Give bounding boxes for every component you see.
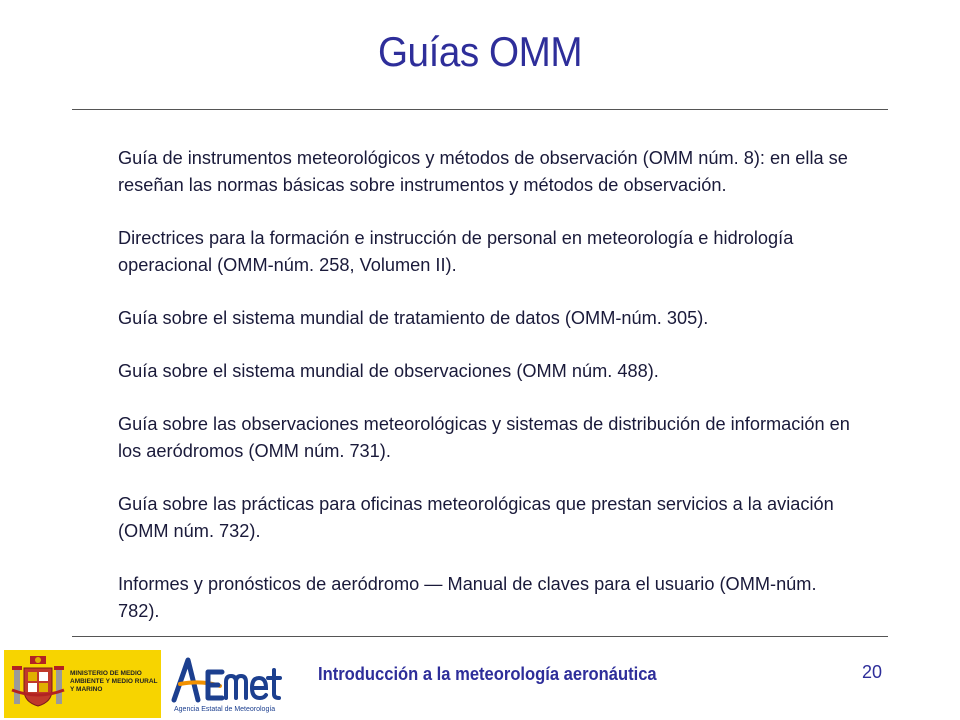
guide-paragraph: Directrices para la formación e instrucción de personal en meteorología e hidrología operacional (OMM-núm. 258, Volumen II).	[118, 228, 794, 275]
title-divider	[72, 109, 888, 110]
slide-title: Guías OMM	[377, 28, 583, 75]
guide-paragraph: Guía sobre las prácticas para oficinas meteorológicas que prestan servicios a la aviación (OMM núm. 732).	[118, 494, 834, 541]
aemet-logo	[168, 652, 286, 718]
footer-divider	[72, 636, 888, 637]
page-number: 20	[862, 662, 883, 682]
guide-paragraph: Guía sobre las observaciones meteorológicas y sistemas de distribución de información en los aeródromos (OMM núm. 731).	[118, 414, 850, 461]
slide-body	[118, 145, 853, 651]
agency-caption: Agencia Estatal de Meteorología	[174, 706, 276, 713]
guide-paragraph: Guía de instrumentos meteorológicos y métodos de observación (OMM núm. 8): en ella se reseñan las normas básicas sobre instrumentos y métodos de observación.	[118, 148, 848, 195]
guide-paragraph: Informes y pronósticos de aeródromo — Manual de claves para el usuario (OMM-núm. 782).	[118, 574, 817, 621]
guide-paragraph: Guía sobre el sistema mundial de tratamiento de datos (OMM-núm. 305).	[118, 308, 709, 328]
coat-of-arms-icon	[10, 654, 66, 714]
ministry-logo	[4, 650, 161, 718]
presentation-title: Introducción a la meteorología aeronáutica	[318, 664, 657, 684]
ministry-name: MINISTERIO DE MEDIO AMBIENTE Y MEDIO RURAL Y MARINO	[70, 670, 158, 693]
aemet-wordmark-icon	[168, 652, 286, 704]
guide-paragraph: Guía sobre el sistema mundial de observaciones (OMM núm. 488).	[118, 361, 659, 381]
